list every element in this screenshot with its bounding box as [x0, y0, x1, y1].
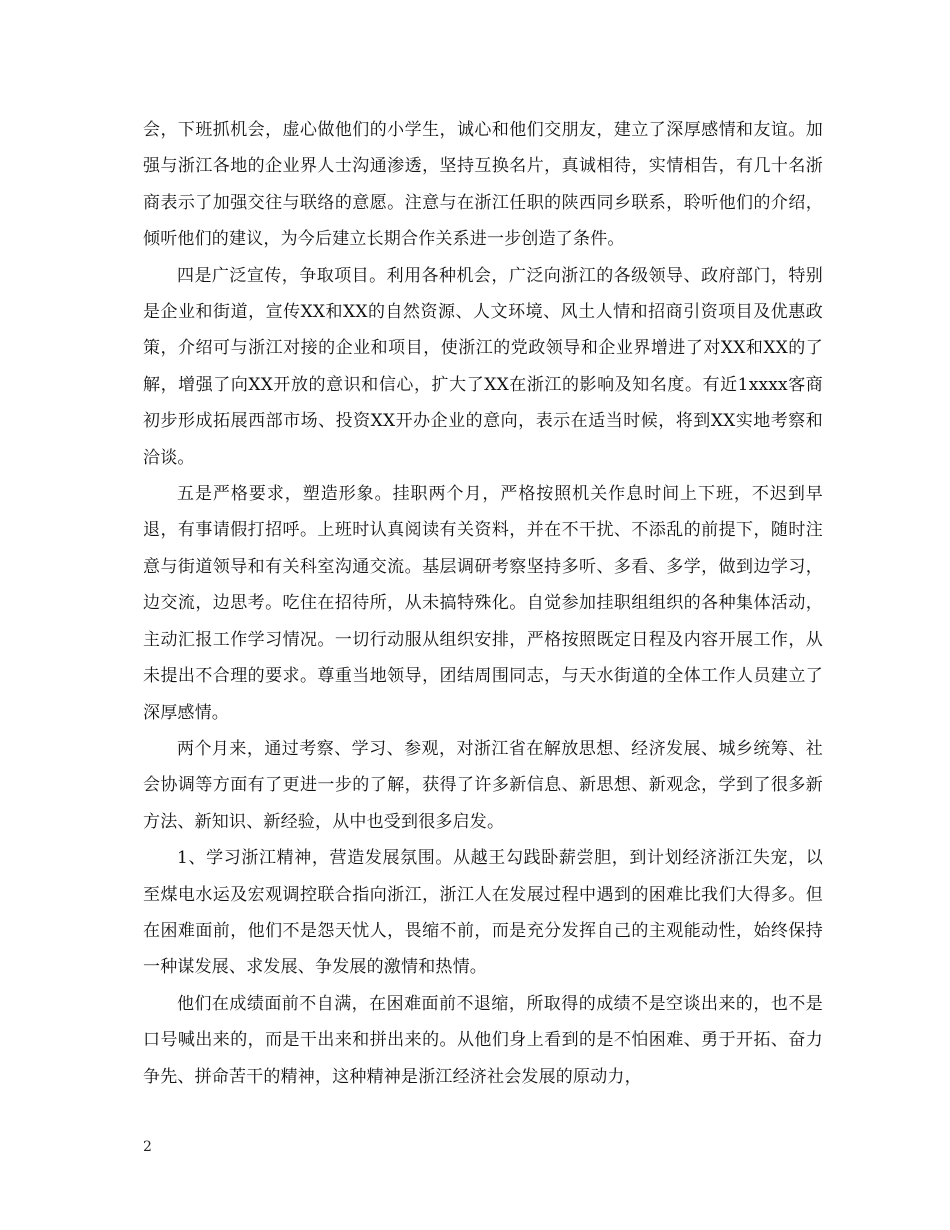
paragraph-two-months-summary: 两个月来，通过考察、学习、参观，对浙江省在解放思想、经济发展、城乡统筹、社会协调等方面有了更进一步的了解，获得了许多新信息、新思想、新观念，学到了很多新方法、新知识、新经验，从中也受到很多启发。 [143, 738, 823, 832]
paragraph-strict-requirements: 五是严格要求，塑造形象。挂职两个月，严格按照机关作息时间上下班，不迟到早退，有事请假打招呼。上班时认真阅读有关资料，并在不干扰、不添乱的前提下，随时注意与街道领导和有关科室沟通交流。基层调研考察坚持多听、多看、多学，做到边学习，边交流，边思考。吃住在招待所，从未搞特殊化。自觉参加挂职组组织的各种集体活动，主动汇报工作学习情况。一切行动服从组织安排，严格按照既定日程及内容开展工作，从未提出不合理的要求。尊重当地领导，团结周围同志，与天水街道的全体工作人员建立了深厚感情。 [143, 484, 823, 723]
paragraph-publicity: 四是广泛宣传，争取项目。利用各种机会，广泛向浙江的各级领导、政府部门，特别是企业和街道，宣传XX和XX的自然资源、人文环境、风土人情和招商引资项目及优惠政策，介绍可与浙江对接的企业和项目，使浙江的党政领导和企业界增进了对XX和XX的了解，增强了向XX开放的意识和信心，扩大了XX在浙江的影响及知名度。有近1xxxx客商初步形成拓展西部市场、投资XX开办企业的意向，表示在适当时候，将到XX实地考察和洽谈。 [143, 265, 823, 468]
paragraph-zhejiang-spirit: 1、学习浙江精神，营造发展氛围。从越王勾践卧薪尝胆，到计划经济浙江失宠，以至煤电水运及宏观调控联合指向浙江，浙江人在发展过程中遇到的困难比我们大得多。但在困难面前，他们不是怨天忧人，畏缩不前，而是充分发挥自己的主观能动性，始终保持一种谋发展、求发展、争发展的激情和热情。 [143, 848, 823, 978]
document-body [143, 112, 823, 1095]
paragraph-continuation: 会，下班抓机会，虚心做他们的小学生，诚心和他们交朋友，建立了深厚感情和友谊。加强与浙江各地的企业界人士沟通渗透，坚持互换名片，真诚相待，实情相告，有几十名浙商表示了加强交往与联络的意愿。注意与在浙江任职的陕西同乡联系，聆听他们的介绍，倾听他们的建议，为今后建立长期合作关系进一步创造了条件。 [143, 120, 823, 250]
paragraph-achievements: 他们在成绩面前不自满，在困难面前不退缩，所取得的成绩不是空谈出来的，也不是口号喊出来的，而是干出来和拼出来的。从他们身上看到的是不怕困难、勇于开拓、奋力争先、拼命苦干的精神，这种精神是浙江经济社会发展的原动力， [143, 993, 823, 1087]
page-number: 2 [143, 1139, 152, 1155]
